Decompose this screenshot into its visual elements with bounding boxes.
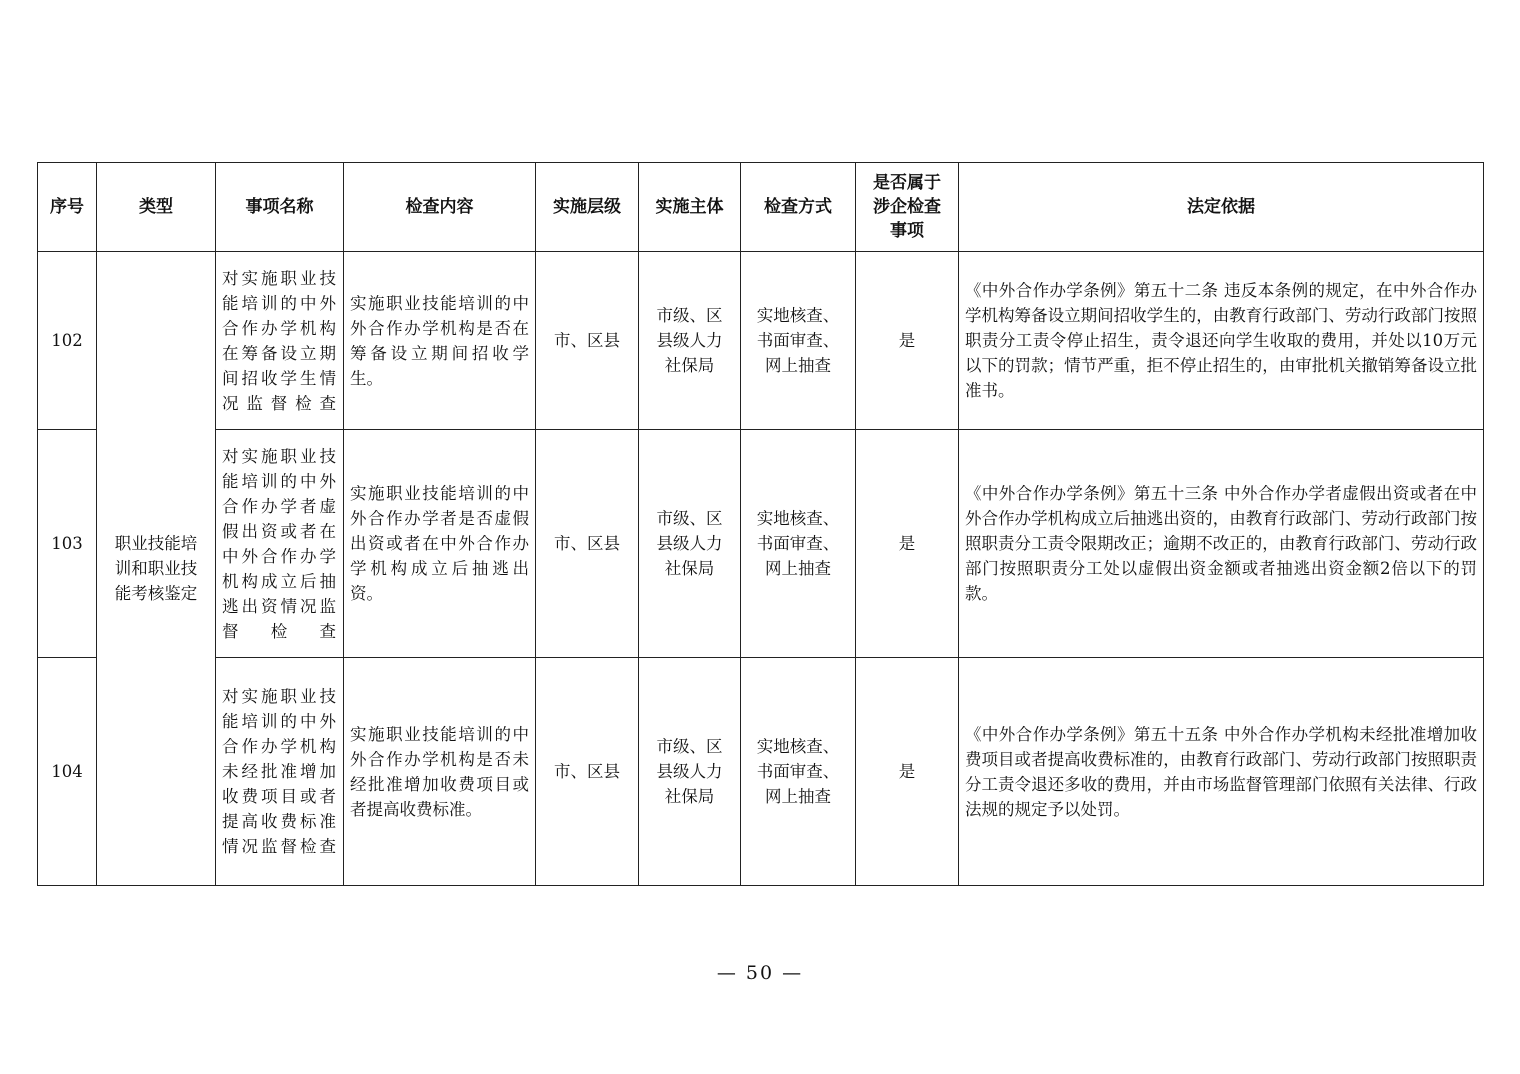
- row-enterprise: 是: [856, 252, 959, 430]
- row-type: 职业技能培训和职业技能考核鉴定: [97, 252, 216, 886]
- table-row: [38, 430, 1484, 658]
- header-method: 检查方式: [741, 163, 856, 252]
- row-subject: 市级、区县级人力社保局: [639, 252, 741, 430]
- row-level: 市、区县: [536, 430, 639, 658]
- row-level: 市、区县: [536, 252, 639, 430]
- row-name: 对实施职业技能培训的中外合作办学机构未经批准增加收费项目或者提高收费标准情况监督检查: [216, 658, 344, 886]
- header-subject: 实施主体: [639, 163, 741, 252]
- row-enterprise: 是: [856, 658, 959, 886]
- row-name: 对实施职业技能培训的中外合作办学机构在筹备设立期间招收学生情况监督检查: [216, 252, 344, 430]
- table-row: [38, 658, 1484, 886]
- row-name: 对实施职业技能培训的中外合作办学者虚假出资或者在中外合作办学机构成立后抽逃出资情况监督检查: [216, 430, 344, 658]
- row-subject: 市级、区县级人力社保局: [639, 658, 741, 886]
- row-subject: 市级、区县级人力社保局: [639, 430, 741, 658]
- row-level: 市、区县: [536, 658, 639, 886]
- row-method: 实地核查、书面审查、网上抽查: [741, 252, 856, 430]
- header-name: 事项名称: [216, 163, 344, 252]
- row-enterprise: 是: [856, 430, 959, 658]
- row-content: 实施职业技能培训的中外合作办学机构是否在筹备设立期间招收学生。: [344, 252, 536, 430]
- row-content: 实施职业技能培训的中外合作办学机构是否未经批准增加收费项目或者提高收费标准。: [344, 658, 536, 886]
- row-method: 实地核查、书面审查、网上抽查: [741, 658, 856, 886]
- row-basis: 《中外合作办学条例》第五十三条 中外合作办学者虚假出资或者在中外合作办学机构成立后抽逃出资的，由教育行政部门、劳动行政部门按照职责分工责令限期改正；逾期不改正的，由教育行政部门、劳动行政部门按照职责分工处以虚假出资金额或者抽逃出资金额2倍以下的罚款。: [959, 430, 1484, 658]
- row-basis: 《中外合作办学条例》第五十二条 违反本条例的规定，在中外合作办学机构筹备设立期间招收学生的，由教育行政部门、劳动行政部门按照职责分工责令停止招生，责令退还向学生收取的费用，并处以10万元以下的罚款；情节严重，拒不停止招生的，由审批机关撤销筹备设立批准书。: [959, 252, 1484, 430]
- header-content: 检查内容: [344, 163, 536, 252]
- row-method: 实地核查、书面审查、网上抽查: [741, 430, 856, 658]
- header-enterprise: 是否属于涉企检查事项: [856, 163, 959, 252]
- header-type: 类型: [97, 163, 216, 252]
- header-level: 实施层级: [536, 163, 639, 252]
- header-seq: 序号: [38, 163, 97, 252]
- table-header-row: [38, 163, 1484, 252]
- row-seq: 102: [38, 252, 97, 430]
- page-number: — 50 —: [716, 962, 804, 984]
- row-seq: 103: [38, 430, 97, 658]
- row-seq: 104: [38, 658, 97, 886]
- table-row: [38, 252, 1484, 430]
- row-basis: 《中外合作办学条例》第五十五条 中外合作办学机构未经批准增加收费项目或者提高收费标准的，由教育行政部门、劳动行政部门按照职责分工责令退还多收的费用，并由市场监督管理部门依照有关法律、行政法规的规定予以处罚。: [959, 658, 1484, 886]
- row-content: 实施职业技能培训的中外合作办学者是否虚假出资或者在中外合作办学机构成立后抽逃出资。: [344, 430, 536, 658]
- header-basis: 法定依据: [959, 163, 1484, 252]
- inspection-items-table: [37, 162, 1484, 886]
